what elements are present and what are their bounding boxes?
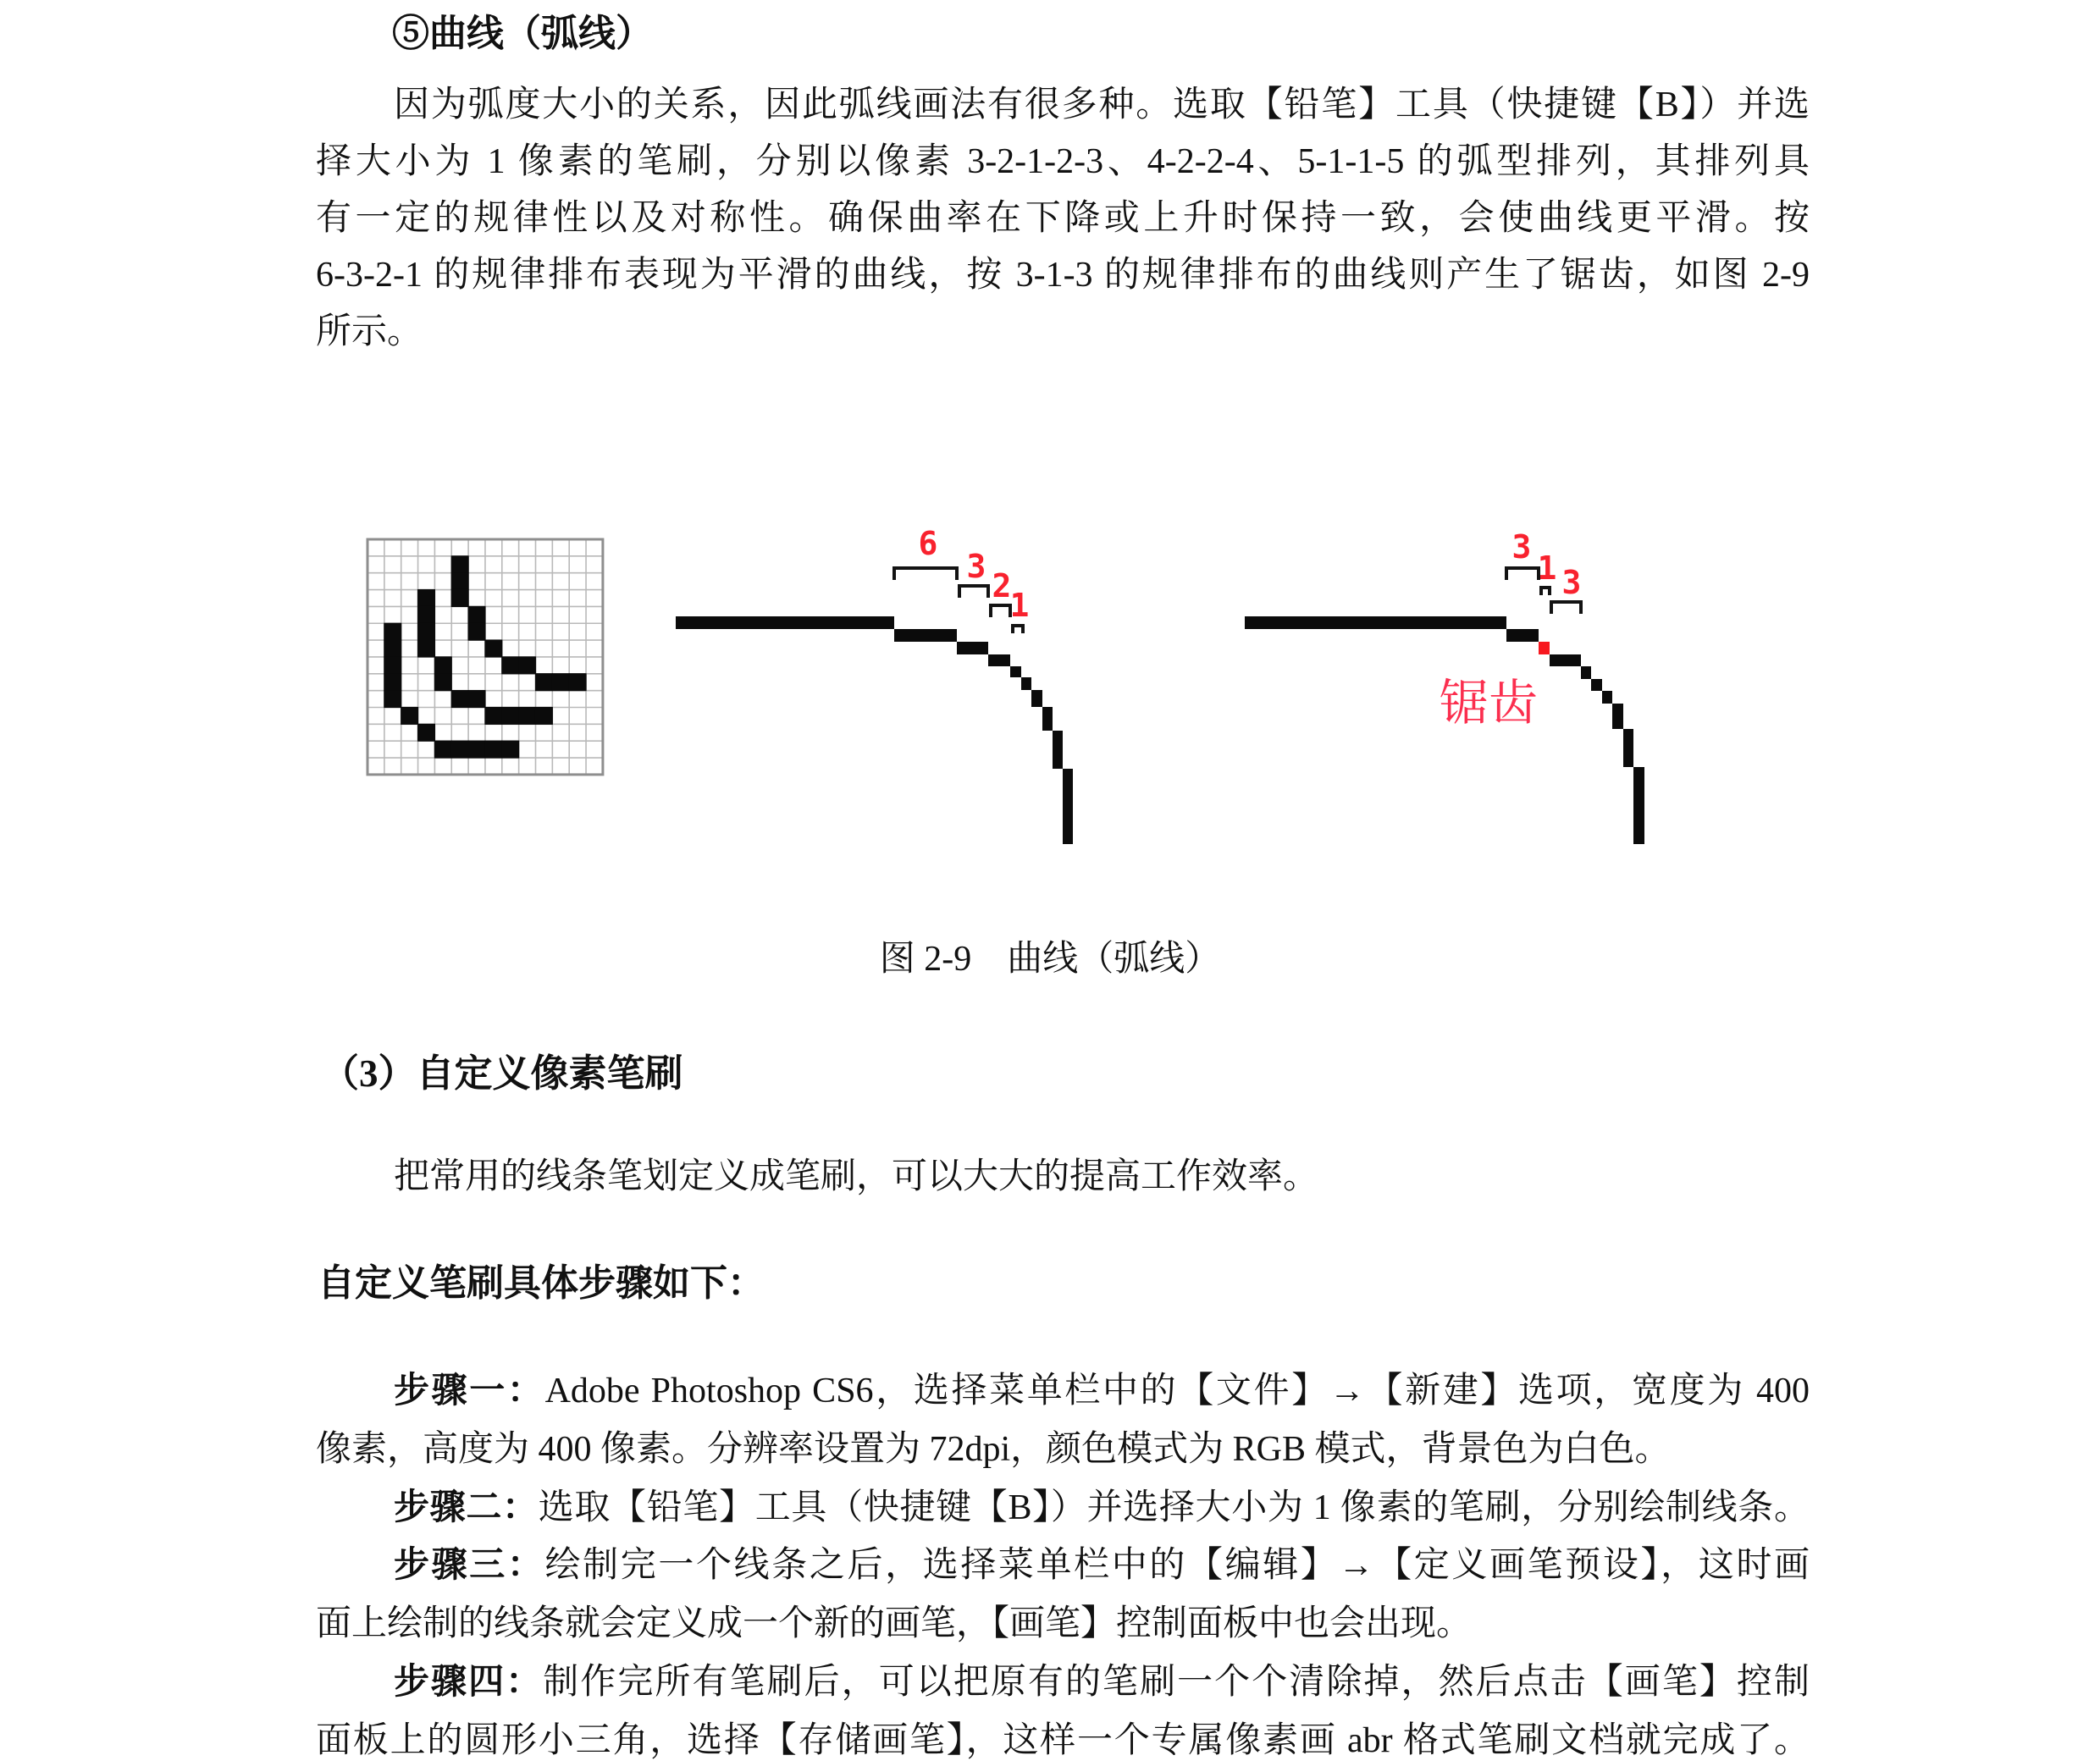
measure-bracket bbox=[1013, 626, 1023, 633]
curve-pixel-run bbox=[1031, 690, 1042, 707]
pixel-count-label: 3 bbox=[1511, 528, 1532, 566]
curve-pixel-run bbox=[1042, 707, 1053, 731]
curve-pixel-run bbox=[1591, 679, 1602, 691]
measure-bracket bbox=[1551, 602, 1581, 614]
filled-pixel bbox=[501, 656, 519, 674]
filled-pixel bbox=[434, 673, 452, 691]
filled-pixel bbox=[384, 623, 401, 641]
curve-pixel-run bbox=[1506, 629, 1539, 642]
filled-pixel bbox=[484, 640, 502, 658]
filled-pixel bbox=[518, 707, 536, 725]
filled-pixel bbox=[417, 623, 435, 641]
text-line: 步骤三：绘制完一个线条之后，选择菜单栏中的【编辑】→【定义画笔预设】，这时画 bbox=[394, 1546, 1810, 1586]
paragraph-step-1 bbox=[316, 1362, 1810, 1479]
filled-pixel bbox=[468, 623, 486, 641]
text-line: 因为弧度大小的关系，因此弧线画法有很多种。选取【铅笔】工具（快捷键【B】）并选 bbox=[394, 86, 1810, 124]
paragraph-step-4 bbox=[316, 1653, 1810, 1761]
step-label: 步骤四： bbox=[394, 1662, 544, 1702]
filled-pixel bbox=[417, 640, 435, 658]
text-line: 择大小为 1 像素的笔刷，分别以像素 3-2-1-2-3、4-2-2-4、5-1-1-5 的弧型排列，其排列具 bbox=[316, 142, 1810, 181]
heading-curve: ⑤曲线（弧线） bbox=[392, 13, 653, 54]
heading-steps: 自定义笔刷具体步骤如下： bbox=[318, 1262, 765, 1304]
step-label: 步骤一： bbox=[394, 1372, 545, 1410]
filled-pixel bbox=[552, 673, 570, 691]
curve-pixel-run bbox=[1010, 666, 1021, 677]
jagged-curve-image bbox=[1228, 518, 1668, 857]
filled-pixel bbox=[384, 673, 401, 691]
curve-pixel-run bbox=[1602, 691, 1612, 704]
filled-pixel bbox=[535, 707, 553, 725]
filled-pixel bbox=[451, 741, 469, 759]
curve-pixel-run bbox=[1053, 731, 1063, 769]
filled-pixel bbox=[451, 589, 469, 607]
filled-pixel bbox=[384, 690, 401, 708]
filled-pixel bbox=[518, 656, 536, 674]
pixel-count-label: 2 bbox=[992, 567, 1012, 604]
filled-pixel bbox=[501, 741, 519, 759]
filled-pixel bbox=[484, 741, 502, 759]
steps-block bbox=[316, 1362, 1810, 1761]
text-line: 6-3-2-1 的规律排布表现为平滑的曲线，按 3-1-3 的规律排布的曲线则产生了锯齿，如图 2-9 bbox=[316, 256, 1810, 295]
curve-pixel-run bbox=[1623, 729, 1633, 767]
figure-caption: 图 2-9 曲线（弧线） bbox=[879, 940, 1221, 979]
curve-pixel-run bbox=[1063, 769, 1073, 844]
text-line: 把常用的线条笔划定义成笔刷，可以大大的提高工作效率。 bbox=[394, 1157, 1319, 1196]
filled-pixel bbox=[468, 606, 486, 624]
pixel-count-label: 1 bbox=[1009, 587, 1030, 624]
jaggy-annotation: 锯齿 bbox=[1439, 676, 1539, 731]
text-line: 步骤四：制作完所有笔刷后，可以把原有的笔刷一个个清除掉，然后点击【画笔】控制 bbox=[394, 1662, 1810, 1702]
filled-pixel bbox=[401, 707, 418, 725]
filled-pixel bbox=[417, 606, 435, 624]
filled-pixel bbox=[451, 572, 469, 590]
curve-pixel-run bbox=[1633, 767, 1644, 844]
paragraph-step-3 bbox=[316, 1537, 1810, 1653]
step-label: 步骤三： bbox=[394, 1546, 545, 1586]
measure-bracket bbox=[959, 586, 988, 598]
curve-pixel-run bbox=[1612, 704, 1623, 729]
pixel-count-label: 3 bbox=[966, 548, 986, 585]
filled-pixel bbox=[384, 656, 401, 674]
pixel-count-label: 6 bbox=[918, 525, 938, 562]
measure-bracket bbox=[1506, 568, 1539, 580]
measure-bracket bbox=[991, 605, 1010, 617]
curve-pixel-run bbox=[1245, 616, 1506, 629]
filled-pixel bbox=[569, 673, 587, 691]
paragraph-intro bbox=[316, 77, 1810, 361]
jaggy-pixel bbox=[1539, 642, 1550, 654]
pixel-count-label: 1 bbox=[1537, 549, 1557, 587]
filled-pixel bbox=[384, 640, 401, 658]
text-line: 有一定的规律性以及对称性。确保曲率在下降或上升时保持一致，会使曲线更平滑。按 bbox=[316, 199, 1810, 238]
filled-pixel bbox=[434, 656, 452, 674]
filled-pixel bbox=[451, 690, 469, 708]
filled-pixel bbox=[451, 555, 469, 573]
curve-pixel-run bbox=[1021, 677, 1031, 690]
filled-pixel bbox=[468, 741, 486, 759]
heading-section3: （3）自定义像素笔刷 bbox=[321, 1052, 683, 1095]
curve-pixel-run bbox=[1581, 666, 1591, 679]
curve-pixel-run bbox=[676, 616, 894, 629]
text-line: 步骤二：选取【铅笔】工具（快捷键【B】）并选择大小为 1 像素的笔刷，分别绘制线条。 bbox=[394, 1488, 1810, 1527]
pixel-count-label: 3 bbox=[1561, 564, 1582, 601]
text-line: 所示。 bbox=[316, 312, 423, 351]
curve-pixel-run bbox=[1550, 654, 1581, 666]
filled-pixel bbox=[468, 690, 486, 708]
curve-pixel-run bbox=[988, 654, 1010, 666]
filled-pixel bbox=[434, 741, 452, 759]
curve-pixel-run bbox=[894, 629, 957, 642]
filled-pixel bbox=[535, 673, 553, 691]
text-line: 面板上的圆形小三角，选择【存储画笔】，这样一个专属像素画 abr 格式笔刷文档就完成了。 bbox=[316, 1720, 1810, 1760]
filled-pixel bbox=[484, 707, 502, 725]
text-line: 面上绘制的线条就会定义成一个新的画笔，【画笔】控制面板中也会出现。 bbox=[316, 1604, 1473, 1644]
text-line: 像素，高度为 400 像素。分辨率设置为 72dpi，颜色模式为 RGB 模式，背景色为白色。 bbox=[316, 1429, 1671, 1469]
smooth-curve-image bbox=[660, 518, 1101, 857]
paragraph-step-2 bbox=[316, 1479, 1810, 1537]
filled-pixel bbox=[417, 589, 435, 607]
text-line: 步骤一：Adobe Photoshop CS6，选择菜单栏中的【文件】→【新建】选项，宽度为 400 bbox=[394, 1372, 1810, 1410]
filled-pixel bbox=[501, 707, 519, 725]
pixel-grid-image bbox=[364, 535, 610, 776]
filled-pixel bbox=[417, 724, 435, 742]
curve-pixel-run bbox=[957, 642, 988, 654]
measure-bracket bbox=[1541, 588, 1550, 595]
paragraph-brush-intro bbox=[316, 1151, 1810, 1202]
measure-bracket bbox=[894, 568, 957, 580]
step-label: 步骤二： bbox=[394, 1488, 539, 1527]
